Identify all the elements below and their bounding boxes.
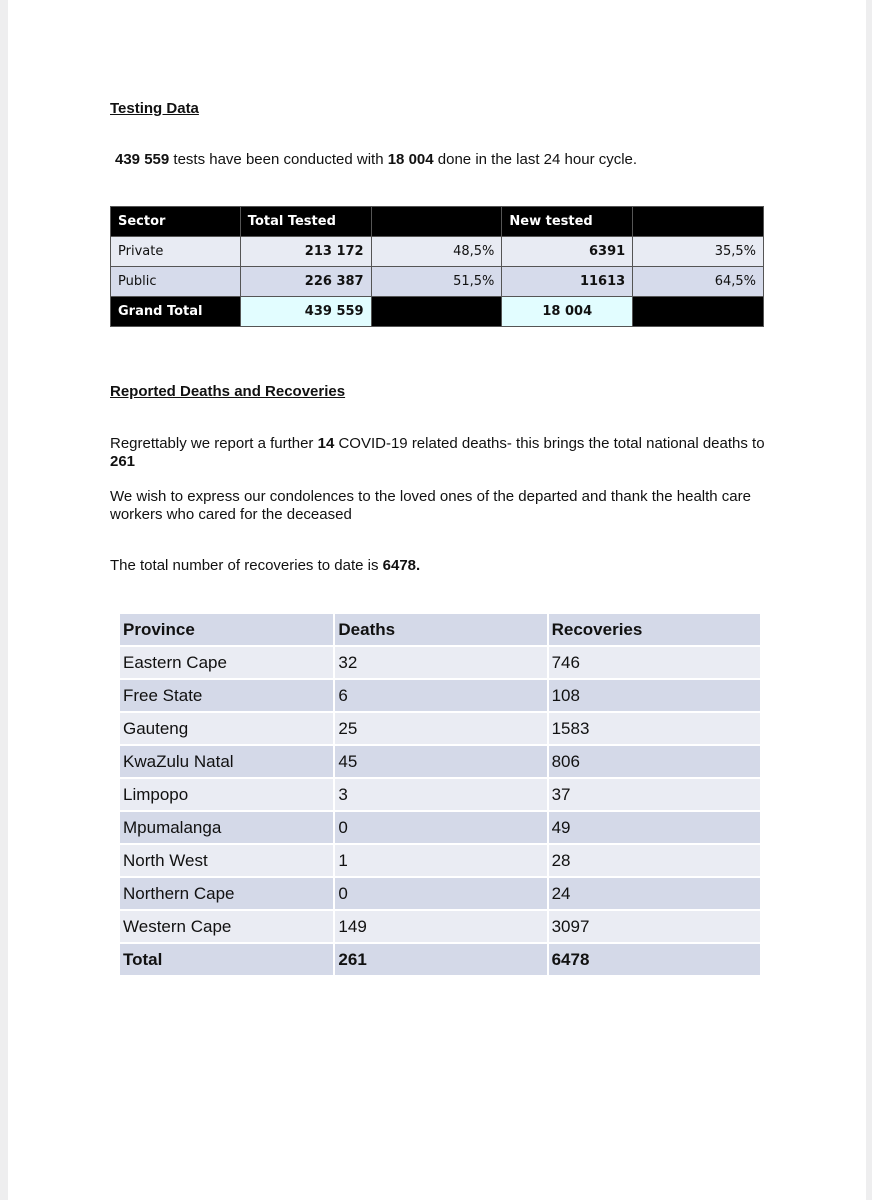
province-cell: Free State: [120, 680, 333, 711]
deaths-text: COVID-19 related deaths- this brings the total national deaths to: [334, 435, 765, 452]
province-cell: KwaZulu Natal: [120, 746, 333, 777]
table-row: [120, 647, 760, 678]
table-row: [120, 713, 760, 744]
total-recoveries-cell: 6478: [549, 944, 760, 975]
grand-total-empty: [371, 297, 502, 327]
total-deaths-cell: 261: [335, 944, 546, 975]
new-tested-cell: 6391: [502, 237, 633, 267]
province-total-row: [120, 944, 760, 975]
intro-text: tests have been conducted with: [169, 151, 388, 168]
recoveries-text: The total number of recoveries to date is: [110, 557, 383, 574]
table-row: [111, 267, 764, 297]
recoveries-cell: 37: [549, 779, 760, 810]
sector-cell: Public: [111, 267, 241, 297]
testing-table: [110, 206, 764, 327]
testing-table-header: [111, 207, 764, 237]
table-row: [120, 845, 760, 876]
recoveries-cell: 108: [549, 680, 760, 711]
grand-total-label: Grand Total: [111, 297, 241, 327]
province-cell: Northern Cape: [120, 878, 333, 909]
table-row: [120, 680, 760, 711]
deaths-cell: 0: [335, 878, 546, 909]
table-row: [120, 812, 760, 843]
grand-total-new: 18 004: [502, 297, 633, 327]
recoveries-cell: 746: [549, 647, 760, 678]
condolences-paragraph: We wish to express our condolences to the loved ones of the departed and thank the health care workers who cared for the deceased: [110, 488, 751, 523]
grand-total-row: [111, 297, 764, 327]
header-cell: Sector: [111, 207, 241, 237]
header-cell: Recoveries: [549, 614, 760, 645]
deaths-cell: 32: [335, 647, 546, 678]
recent-tests-value: 18 004: [387, 151, 434, 168]
province-cell: Gauteng: [120, 713, 333, 744]
total-tested-cell: 226 387: [240, 267, 371, 297]
recoveries-cell: 24: [549, 878, 760, 909]
total-tests-value: 439 559: [115, 151, 170, 168]
province-cell: Western Cape: [120, 911, 333, 942]
testing-data-heading: Testing Data: [110, 100, 199, 117]
total-deaths-value: 261: [110, 453, 136, 470]
header-cell: Deaths: [335, 614, 546, 645]
table-row: [120, 911, 760, 942]
deaths-cell: 25: [335, 713, 546, 744]
province-table-header: [120, 614, 760, 645]
header-cell: Total Tested: [240, 207, 371, 237]
table-row: [120, 878, 760, 909]
intro-text-end: done in the last 24 hour cycle.: [433, 151, 638, 168]
grand-total-tested: 439 559: [240, 297, 371, 327]
deaths-cell: 45: [335, 746, 546, 777]
total-recoveries-value: 6478.: [382, 557, 421, 574]
deaths-cell: 149: [335, 911, 546, 942]
header-cell: [633, 207, 764, 237]
new-deaths-value: 14: [317, 435, 335, 452]
table-row: [120, 779, 760, 810]
recoveries-cell: 3097: [549, 911, 760, 942]
deaths-text: Regrettably we report a further: [110, 435, 318, 452]
province-cell: Mpumalanga: [120, 812, 333, 843]
header-cell: Province: [120, 614, 333, 645]
recoveries-cell: 49: [549, 812, 760, 843]
header-cell: New tested: [502, 207, 633, 237]
recoveries-paragraph: [110, 557, 420, 575]
deaths-cell: 6: [335, 680, 546, 711]
deaths-cell: 3: [335, 779, 546, 810]
new-percent-cell: 64,5%: [633, 267, 764, 297]
table-row: [111, 237, 764, 267]
province-cell: Eastern Cape: [120, 647, 333, 678]
new-percent-cell: 35,5%: [633, 237, 764, 267]
testing-intro: [115, 151, 637, 169]
recoveries-cell: 1583: [549, 713, 760, 744]
total-percent-cell: 48,5%: [371, 237, 502, 267]
total-percent-cell: 51,5%: [371, 267, 502, 297]
deaths-heading: Reported Deaths and Recoveries: [110, 383, 346, 400]
total-tested-cell: 213 172: [240, 237, 371, 267]
total-label: Total: [120, 944, 333, 975]
deaths-cell: 1: [335, 845, 546, 876]
document-page: [8, 0, 866, 1200]
recoveries-cell: 806: [549, 746, 760, 777]
grand-total-empty: [633, 297, 764, 327]
header-cell: [371, 207, 502, 237]
province-table: [118, 612, 762, 977]
province-cell: Limpopo: [120, 779, 333, 810]
deaths-paragraph: [110, 435, 770, 471]
sector-cell: Private: [111, 237, 241, 267]
recoveries-cell: 28: [549, 845, 760, 876]
province-cell: North West: [120, 845, 333, 876]
table-row: [120, 746, 760, 777]
deaths-cell: 0: [335, 812, 546, 843]
new-tested-cell: 11613: [502, 267, 633, 297]
